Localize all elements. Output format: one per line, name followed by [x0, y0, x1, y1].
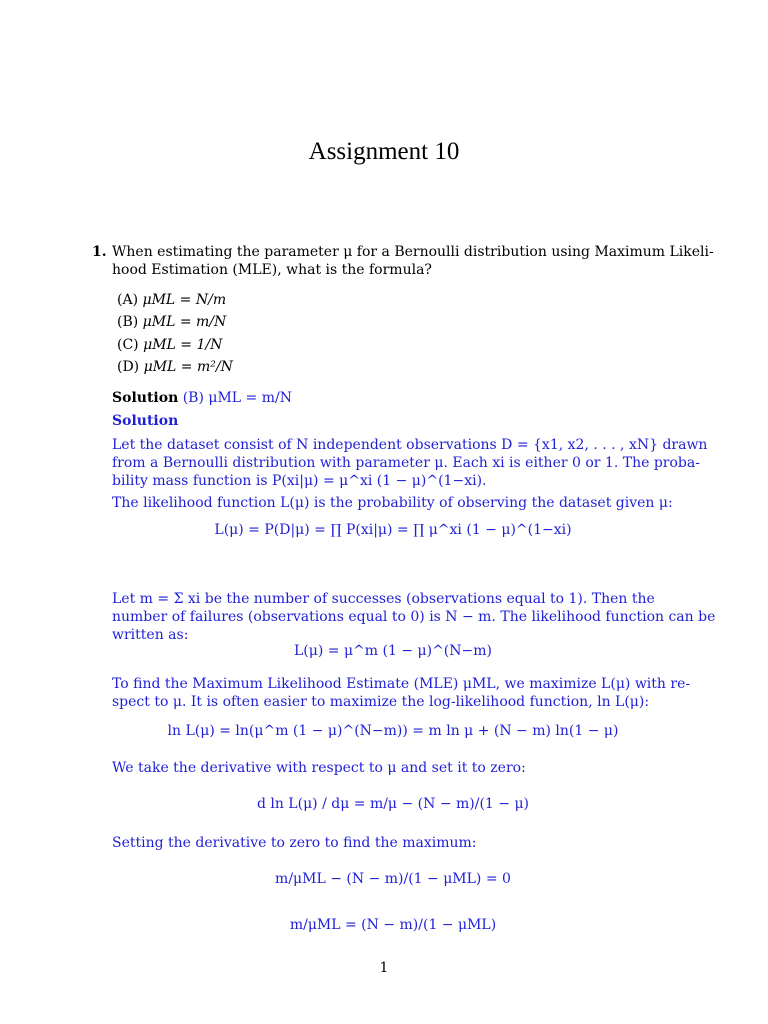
equation-likelihood — [112, 522, 674, 538]
solution-p1-line3: bility mass function is P(xi|μ) = μ^xi (1 − μ)^(1−xi). — [112, 473, 487, 489]
question-line-1: When estimating the parameter μ for a Bernoulli distribution using Maximum Likeli- — [112, 244, 714, 260]
solution-heading: Solution — [112, 413, 179, 429]
equation-set-zero: m/μML − (N − m)/(1 − μML) = 0 — [275, 871, 511, 887]
question-number: 1. — [92, 244, 107, 260]
option-d: (D) μML = m²/N — [117, 359, 233, 375]
solution-p6: Setting the derivative to zero to find the maximum: — [112, 835, 477, 851]
answer-heading: Solution — [112, 390, 179, 406]
solution-p3-line3: written as: — [112, 627, 189, 643]
solution-p4-line2: spect to μ. It is often easier to maximize the log-likelihood function, ln L(μ): — [112, 694, 650, 710]
equation-equality: m/μML = (N − m)/(1 − μML) — [289, 917, 497, 933]
solution-p1-line1: Let the dataset consist of N independent observations D = {x1, x2, . . . , xN} drawn — [112, 437, 708, 453]
option-c: (C) μML = 1/N — [117, 337, 223, 353]
answer-text: (B) μML = m/N — [182, 390, 292, 406]
equation-log-likelihood: ln L(μ) = ln(μ^m (1 − μ)^(N−m)) = m ln μ + (N − m) ln(1 − μ) — [167, 723, 619, 739]
solution-p4-line1: To find the Maximum Likelihood Estimate (MLE) μML, we maximize L(μ) with re- — [112, 676, 691, 692]
equation-derivative: d ln L(μ) / dμ = m/μ − (N − m)/(1 − μ) — [256, 796, 530, 812]
option-b: (B) μML = m/N — [117, 314, 227, 330]
question-line-2: hood Estimation (MLE), what is the formula? — [112, 262, 432, 278]
solution-p5: We take the derivative with respect to μ and set it to zero: — [112, 760, 526, 776]
equation-likelihood-m: L(μ) = μ^m (1 − μ)^(N−m) — [294, 643, 492, 659]
option-a: (A) μML = N/m — [117, 292, 227, 308]
answer-line — [112, 390, 292, 407]
equation-likelihood-text: L(μ) = P(D|μ) = ∏ P(xi|μ) = ∏ μ^xi (1 − μ)^(1−xi) — [214, 522, 572, 538]
solution-p1-line2: from a Bernoulli distribution with parameter μ. Each xi is either 0 or 1. The proba- — [112, 455, 700, 471]
solution-p3-line2: number of failures (observations equal to 0) is N − m. The likelihood function can be — [112, 609, 716, 625]
page-number: 1 — [379, 960, 389, 976]
solution-p3-line1: Let m = Σ xi be the number of successes (observations equal to 1). Then the — [112, 591, 655, 607]
solution-p2: The likelihood function L(μ) is the probability of observing the dataset given μ: — [112, 495, 673, 511]
page-title: Assignment 10 — [308, 138, 460, 165]
